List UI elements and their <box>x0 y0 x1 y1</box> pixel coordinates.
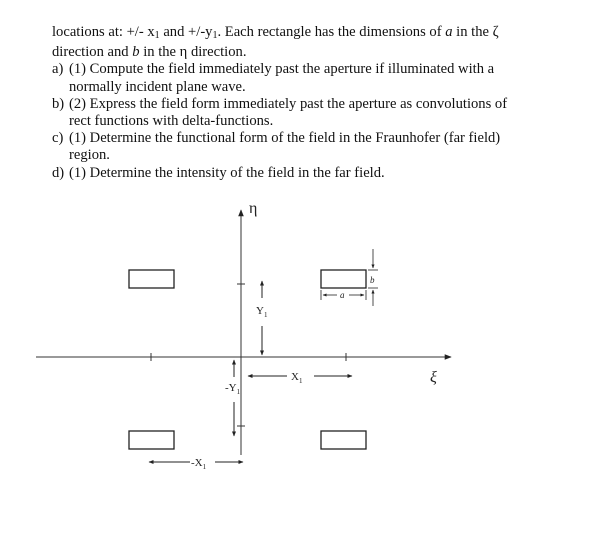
item-b-text-cont: rect functions with delta-functions. <box>69 113 274 130</box>
neg-x1-label: $-X_1$ <box>191 457 207 471</box>
item-b-marker: b) <box>52 95 65 112</box>
item-b-text: (2) Express the field form immediately past the aperture as convolutions of <box>69 95 508 112</box>
item-c-text-cont: region. <box>69 147 110 164</box>
intro-line2-suffix: in the η direction. <box>139 44 247 61</box>
intro-in-the: in the ζ <box>452 24 499 40</box>
aperture-rect-top-right <box>321 270 366 288</box>
item-a-marker: a) <box>52 61 64 78</box>
intro-prefix: locations at: +/- x <box>52 24 155 40</box>
neg-y1-label: $-Y_1$ <box>225 382 241 396</box>
a-label: a <box>340 290 345 300</box>
variable-b: b <box>132 44 140 61</box>
intro-line2-prefix: direction and <box>52 44 133 61</box>
eta-label: η <box>249 200 258 217</box>
intro-middle: and +/-y <box>159 24 213 40</box>
x1-label: $X_1$ <box>291 371 303 385</box>
item-c-text: (1) Determine the functional form of the field in the Fraunhofer (far field) <box>69 130 501 147</box>
b-label: b <box>370 275 375 285</box>
item-a-text-cont: normally incident plane wave. <box>69 78 246 95</box>
variable-a: a <box>445 24 453 40</box>
xi-label: ξ <box>430 369 437 386</box>
intro-x-subscript: 1 <box>154 30 160 41</box>
intro-suffix: . Each rectangle has the dimensions of <box>217 24 446 40</box>
aperture-rect-bottom-right <box>321 431 366 449</box>
aperture-rect-bottom-left <box>129 431 174 449</box>
item-c-marker: c) <box>52 130 64 147</box>
intro-y-subscript: 1 <box>212 30 218 41</box>
item-d-marker: d) <box>52 164 65 181</box>
y1-label: $Y_1$ <box>256 305 268 319</box>
item-d-text: (1) Determine the intensity of the field in the far field. <box>69 164 385 181</box>
aperture-rect-top-left <box>129 270 174 288</box>
item-a-text: (1) Compute the field immediately past the aperture if illuminated with a <box>69 61 495 78</box>
